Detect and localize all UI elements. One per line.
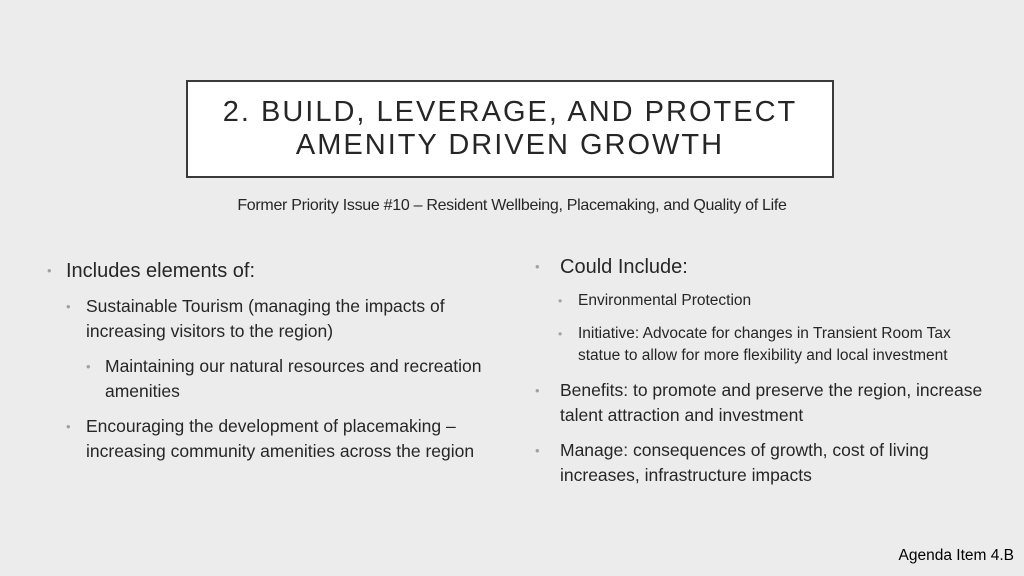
bullet-dot-icon: • bbox=[66, 419, 71, 434]
left-column bbox=[44, 258, 514, 474]
title-box bbox=[186, 80, 834, 178]
bullet-benefits bbox=[533, 378, 983, 428]
bullet-dot-icon: • bbox=[86, 359, 91, 374]
slide-title: 2. BUILD, LEVERAGE, AND PROTECT AMENITY DRIVEN GROWTH bbox=[222, 96, 798, 161]
bullet-dot-icon: • bbox=[66, 299, 71, 314]
bullet-text: Could Include: bbox=[560, 256, 688, 278]
slide-subtitle: Former Priority Issue #10 – Resident Wellbeing, Placemaking, and Quality of Life bbox=[237, 197, 787, 214]
right-column bbox=[533, 254, 983, 498]
bullet-text: Initiative: Advocate for changes in Transient Room Tax statue to allow for more flexibility and local investment bbox=[578, 324, 951, 364]
bullet-manage bbox=[533, 438, 983, 488]
bullet-placemaking bbox=[44, 414, 514, 464]
bullet-dot-icon: • bbox=[535, 259, 540, 274]
bullet-dot-icon: • bbox=[535, 382, 540, 398]
bullet-dot-icon: • bbox=[535, 442, 540, 458]
bullet-dot-icon: • bbox=[558, 326, 563, 341]
bullet-text: Includes elements of: bbox=[66, 260, 255, 282]
bullet-text: Environmental Protection bbox=[578, 292, 752, 309]
bullet-text: Sustainable Tourism (managing the impacts of increasing visitors to the region) bbox=[86, 296, 445, 341]
bullet-dot-icon: • bbox=[558, 294, 563, 308]
agenda-item-footer: Agenda Item 4.B bbox=[898, 547, 1014, 564]
bullet-initiative bbox=[533, 323, 983, 368]
bullet-text: Maintaining our natural resources and recreation amenities bbox=[105, 356, 482, 401]
bullet-includes-elements bbox=[44, 258, 514, 284]
bullet-environmental-protection bbox=[533, 290, 983, 313]
bullet-natural-resources bbox=[44, 354, 514, 404]
bullet-text: Benefits: to promote and preserve the region, increase talent attraction and investment bbox=[560, 379, 983, 425]
bullet-dot-icon: • bbox=[47, 263, 52, 278]
bullet-text: Encouraging the development of placemaking – increasing community amenities across the region bbox=[86, 416, 475, 461]
bullet-text: Manage: consequences of growth, cost of living increases, infrastructure impacts bbox=[560, 439, 929, 485]
bullet-sustainable-tourism bbox=[44, 294, 514, 344]
bullet-could-include bbox=[533, 254, 983, 280]
